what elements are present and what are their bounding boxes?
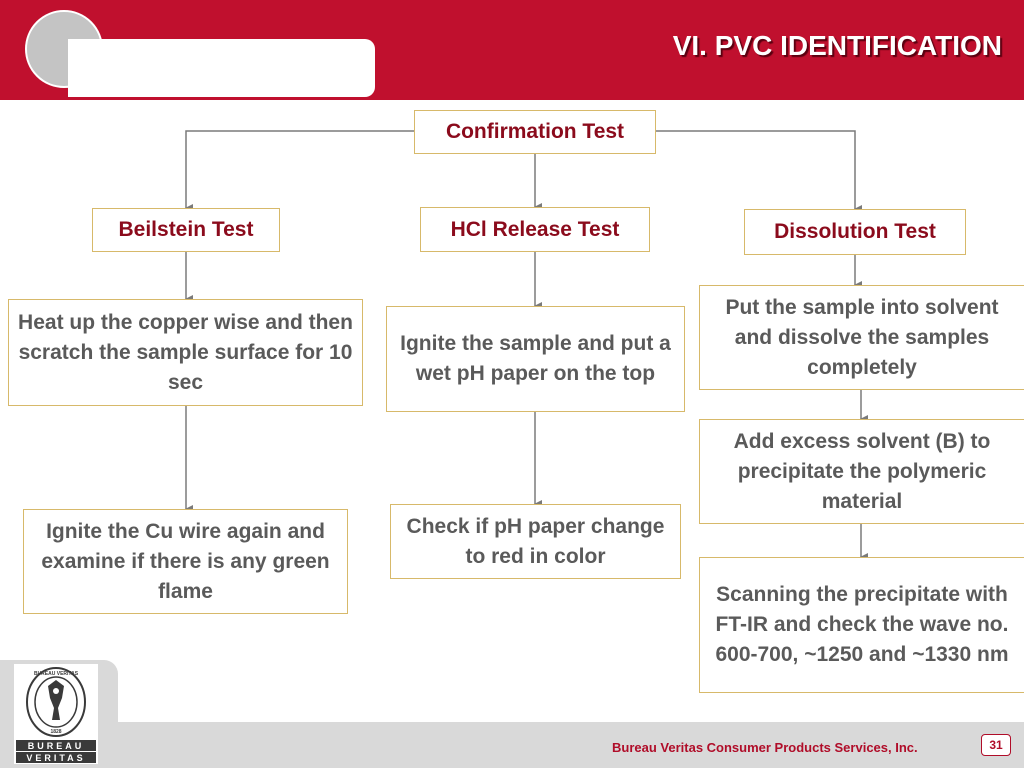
page-number-badge: 31 bbox=[981, 734, 1011, 756]
logo-line2: VERITAS bbox=[26, 753, 86, 763]
logo-ring-text: BUREAU VERITAS bbox=[33, 671, 79, 677]
beilstein-step2-box: Ignite the Cu wire again and examine if there is any green flame bbox=[23, 509, 348, 614]
slide-title: VI. PVC IDENTIFICATION bbox=[672, 30, 1002, 61]
connector-root-dissolution bbox=[655, 131, 855, 209]
footer-company-text: Bureau Veritas Consumer Products Services, Inc. bbox=[612, 740, 918, 755]
hcl-release-test-box: HCl Release Test bbox=[420, 207, 650, 252]
dissolution-step3-box: Scanning the precipitate with FT-IR and check the wave no. 600-700, ~1250 and ~1330 nm bbox=[699, 557, 1024, 693]
dissolution-step2-box: Add excess solvent (B) to precipitate the polymeric material bbox=[699, 419, 1024, 524]
dissolution-test-box: Dissolution Test bbox=[744, 209, 966, 255]
confirmation-test-box: Confirmation Test bbox=[414, 110, 656, 154]
logo-year: 1828 bbox=[50, 729, 62, 735]
logo-line1: BUREAU bbox=[27, 741, 85, 751]
connector-root-beilstein bbox=[186, 131, 414, 208]
beilstein-step1-box: Heat up the copper wise and then scratch the sample surface for 10 sec bbox=[8, 299, 363, 406]
dissolution-step1-box: Put the sample into solvent and dissolve the samples completely bbox=[699, 285, 1024, 390]
hcl-step1-box: Ignite the sample and put a wet pH paper on the top bbox=[386, 306, 685, 412]
bureau-veritas-logo bbox=[14, 664, 98, 764]
beilstein-test-box: Beilstein Test bbox=[92, 208, 280, 252]
hcl-step2-box: Check if pH paper change to red in color bbox=[390, 504, 681, 579]
